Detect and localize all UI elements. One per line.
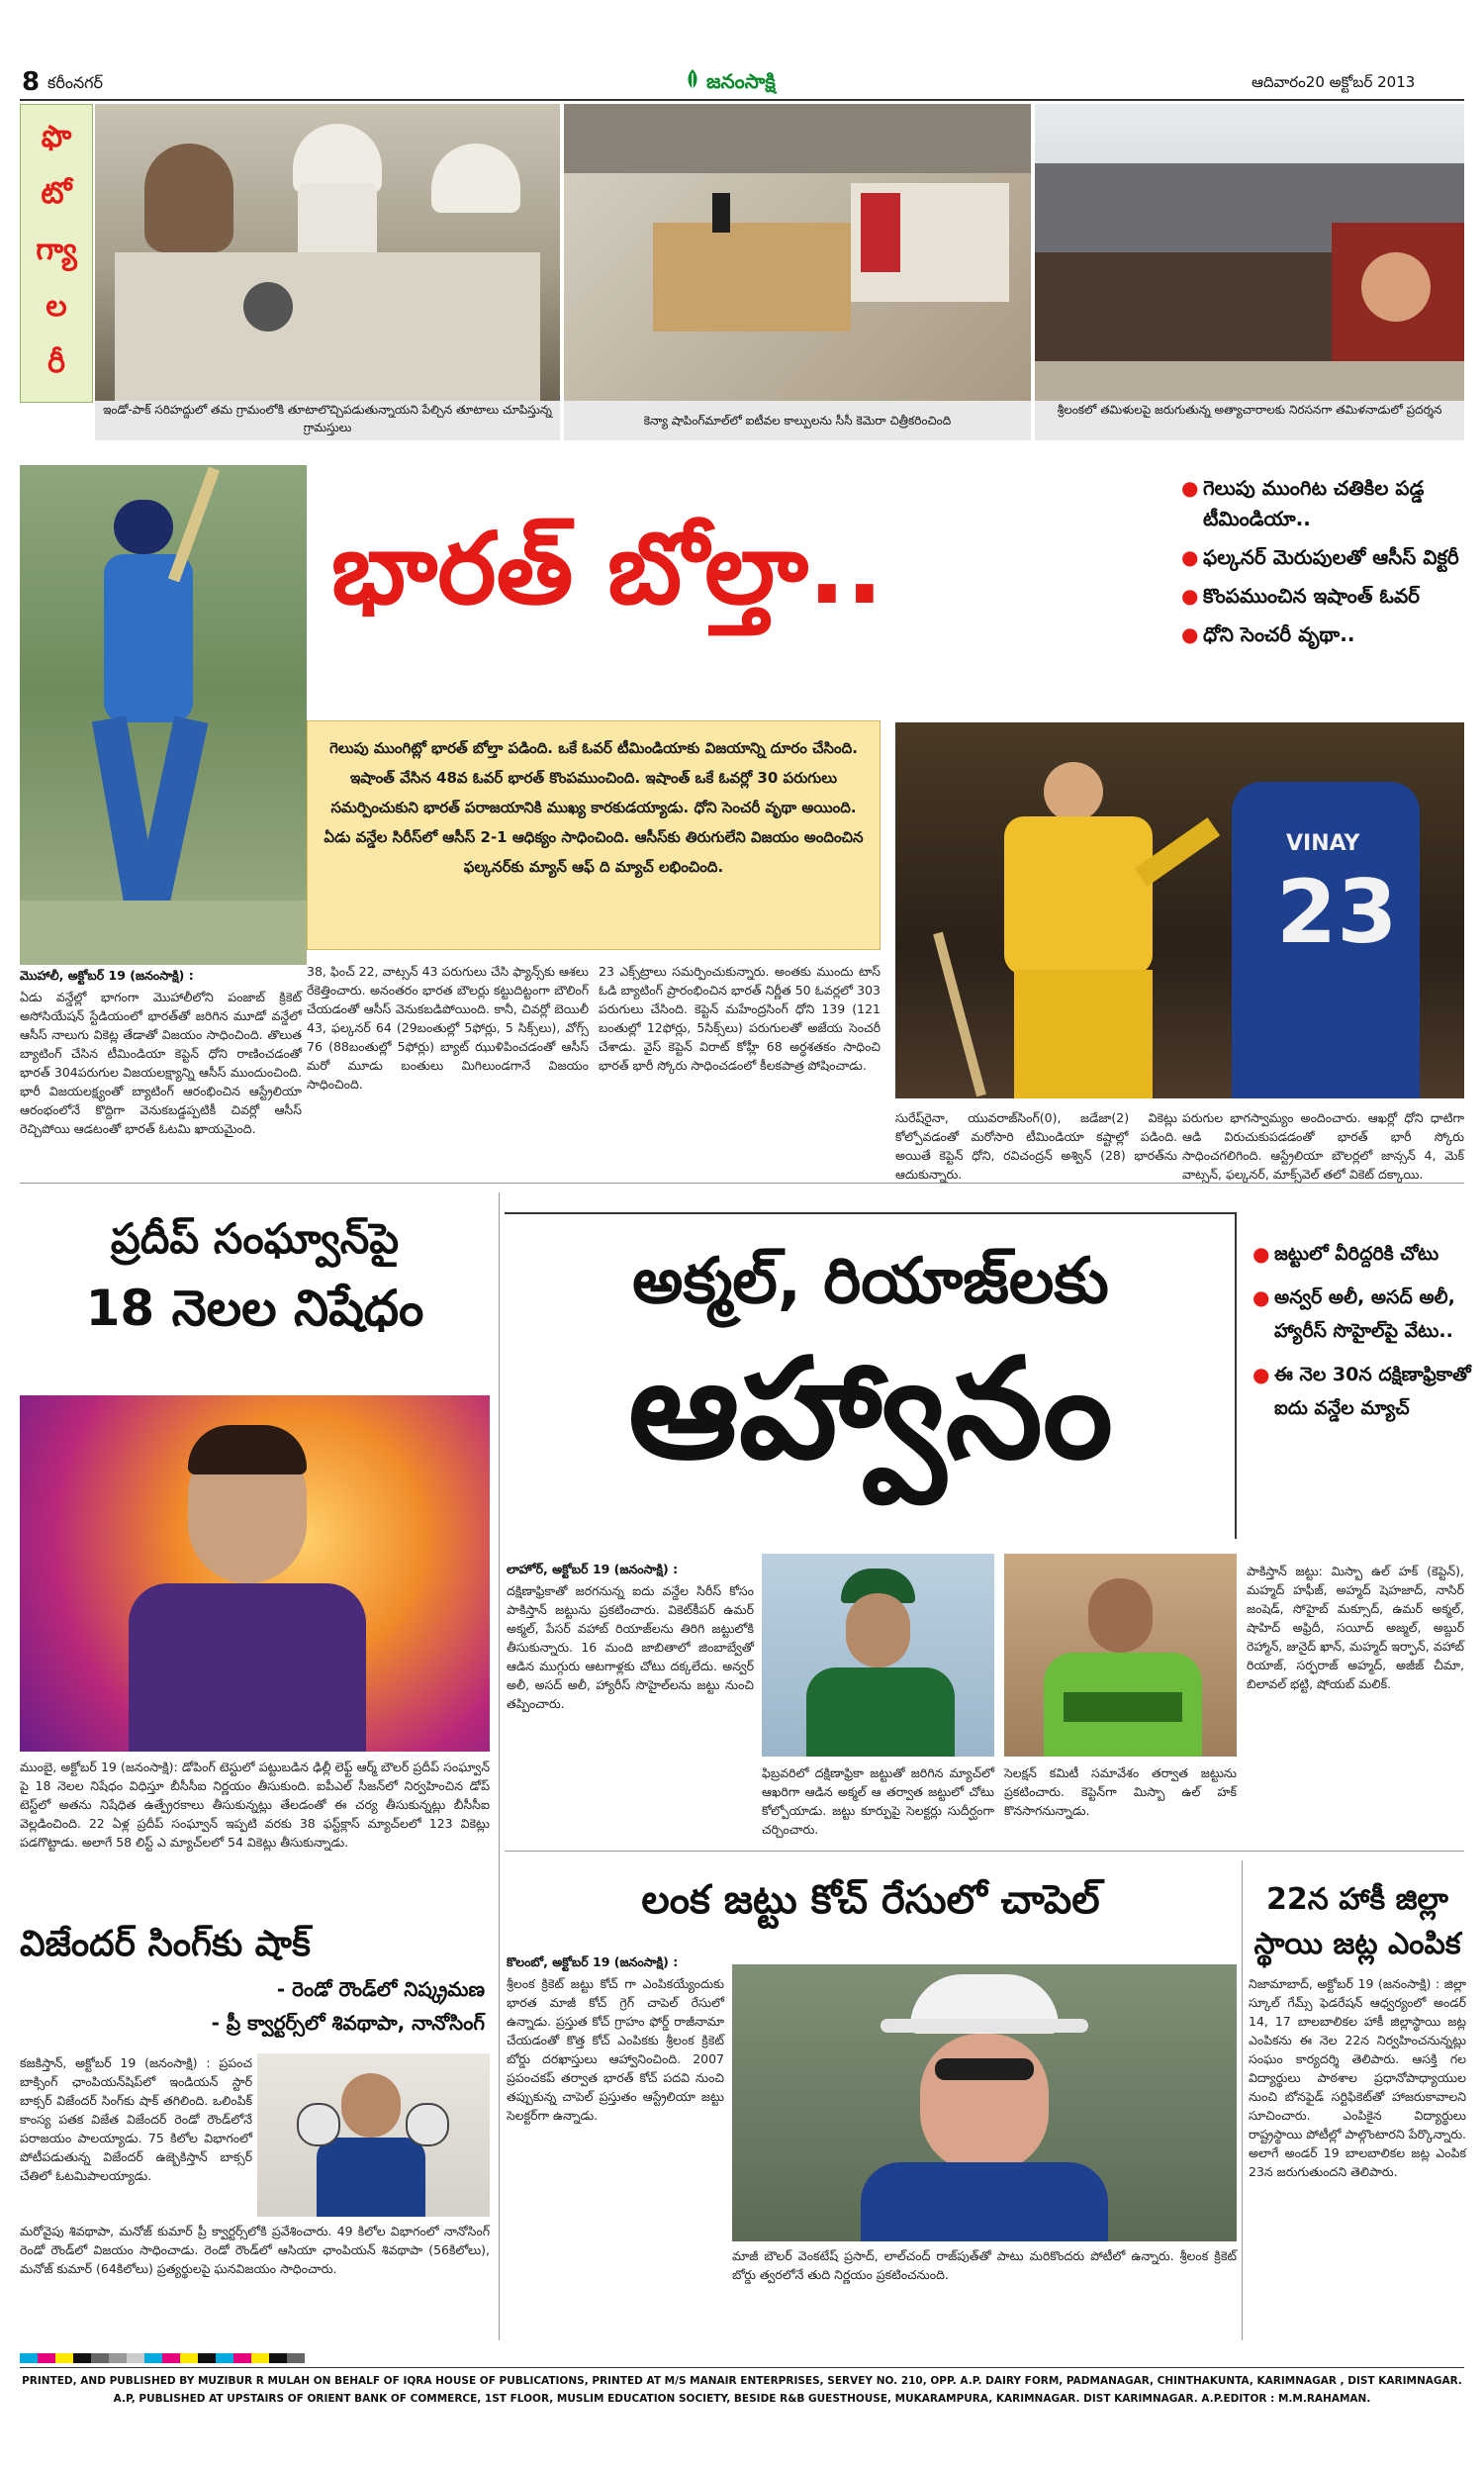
story4-bullet: ● అన్వర్ అలీ, అసద్ అలీ, హ్యారీస్ సొహైల్‌పై వేటు.. <box>1249 1281 1471 1348</box>
dhoni-batting-photo <box>20 465 307 965</box>
imprint-line-2: A.P, PUBLISHED AT UPSTAIRS OF ORIENT BANK OF COMMERCE, 1ST FLOOR, MUSLIM EDUCATION SOCIETY, BESIDE R&B GUESTHOUSE, MUKARAMPURA, KARIMNAGAR. DIST KARIMNAGAR. A.P.EDITOR : M.M.RAHAMAN. <box>113 2393 1371 2405</box>
jersey-number: 23 <box>1276 861 1398 963</box>
brand-logo-icon <box>683 67 702 91</box>
gallery-caption-1: ఇండో-పాక్ సరిహద్దులో తమ గ్రామంలోకి తూటాలొచ్చిపడుతున్నాయని పేల్చిన తూటాలు చూపిస్తున్న గ్రామస్తులు <box>95 401 560 440</box>
story1-column-4: సురేష్‌రైనా, యువరాజ్‌సింగ్(0), జడేజా(2) వికెట్లు కోల్పోవడంతో మరోసారి టీమిండియా కష్టాల్లో పడింది. అయితే కెప్టెన్ ధోని, రవిచంద్రన్ అశ్విన్ (28) భారత్‌ను ఆదుకున్నారు. <box>895 1110 1177 1182</box>
story3-sub1: - రెండో రౌండ్‌లో నిష్క్రమణ <box>276 1977 485 2001</box>
bullet-dot-icon: ● <box>1252 1363 1270 1386</box>
story1-dateline: మొహాలీ, అక్టోబర్ 19 (జనంసాక్షి) : <box>20 968 194 983</box>
story1-summary: గెలుపు ముంగిట్లో భారత్ బోల్తా పడింది. ఒకే ఓవర్ టీమిండియాకు విజయాన్ని దూరం చేసింది. ఇషాంత్ వేసిన 48వ ఓవర్ భారత్ కొంపముంచింది. ఇషాంత్ ఒకే ఓవర్లో 30 పరుగులు సమర్పించుకుని భారత్ పరాజయానికి ముఖ్య కారకుడయ్యాడు. ధోని సెంచరీ వృథా అయింది. ఏడు వన్డేల సిరీస్‌లో ఆసీస్ 2-1 ఆధిక్యం సాధించింది. ఆసీస్‌కు తిరుగులేని విజయం అందించిన ఫల్కనర్‌కు మ్యాన్ ఆఫ్ ది మ్యాచ్ లభించింది. <box>324 739 864 876</box>
story6-headline-1: 22న హాకీ జిల్లా <box>1266 1882 1448 1917</box>
section-rule <box>505 1851 1464 1852</box>
story1-bullets <box>1177 473 1474 658</box>
story1-summary-box <box>307 720 881 950</box>
masthead <box>0 59 1484 103</box>
story1-headline: భారత్ బోల్తా.. <box>331 511 883 626</box>
gallery-caption-3: శ్రీలంకలో తమిళులపై జరుగుతున్న అత్యాచారాలకు నిరసనగా తమిళనాడులో ప్రదర్శన <box>1035 401 1464 440</box>
story4-dateline: లాహోర్, అక్టోబర్ 19 (జనంసాక్షి) : <box>507 1562 679 1576</box>
akmal-photo <box>762 1554 994 1757</box>
story3-sub2: - ప్రీ క్వార్టర్స్‌లో శివథాపా, నానోసింగ్ <box>211 2011 485 2035</box>
gallery-label-char: రీ <box>47 345 65 380</box>
story1-column-1: ఏడు వన్డేల్లో భాగంగా మొహాలీలోని పంజాబ్ క్రికెట్ అసోసియేషన్ స్టేడియంలో భారత్‌తో జరిగిన మూడో వన్డేలో ఆసీస్ నాలుగు వికెట్ల తేడాతో విజయం సాధించింది. తొలుత బ్యాటింగ్ చేసిన టీమిండియా కెప్టెన్ ధోని రాణించడంతో భారత్ 304పరుగుల విజయలక్ష్యాన్ని ఆసీస్ ముందుంచింది. భారీ విజయలక్ష్యంతో బ్యాటింగ్ ఆరంభించిన ఆస్ట్రేలియా ఆరంభంలోనే కొద్దిగా వెనుకబడ్డప్పటికీ చివర్లో ఆసీస్ రెచ్చిపోయి ఆడటంతో భారత్ ఓటమి ఖాయమైంది. <box>20 990 302 1136</box>
gallery-label <box>20 104 93 403</box>
footer-rule <box>20 2367 1464 2368</box>
story1-bullet: ● ధోని సెంచరీ వృథా.. <box>1177 619 1474 650</box>
bullet-dot-icon: ● <box>1252 1285 1270 1309</box>
masthead-rule <box>20 99 1464 101</box>
vijender-boxing-photo <box>257 2053 490 2217</box>
chappell-photo <box>732 1964 1237 2241</box>
story5-body-left: శ్రీలంక క్రికెట్ జట్టు కోచ్ గా ఎంపికయ్యేందుకు భారత మాజీ కోచ్ గ్రెగ్ చాపెల్ రేసులో ఉన్నాడు. ప్రస్తుత కోచ్ గ్రాహం ఫోర్డ్ రాజీనామా చేయడంతో కొత్త కోచ్ ఎంపికకు శ్రీలంక క్రికెట్ బోర్డు దరఖాస్తులు ఆహ్వానించింది. 2007 ప్రపంచకప్ తర్వాత భారత్ కోచ్ పదవి నుంచి తప్పుకున్న చాపెల్ ప్రస్తుతం ఆస్ట్రేలియా జట్టు సెలక్టర్‌గా ఉన్నాడు. <box>507 1976 724 2123</box>
story2-headline-1: ప్రదీప్ సంఘ్వాన్‌పై <box>110 1214 400 1263</box>
story4-body-right: పాకిస్తాన్ జట్టు: మిస్బా ఉల్ హక్ (కెప్టెన్), మహ్మద్ హఫీజ్, అహ్మద్ షెహజాద్, నాసిర్ జంషెడ్, సోహైబ్ మక్సూద్, ఉమర్ అక్మల్, షాహిద్ అఫ్రిదీ, సయీద్ అజ్మల్, అబ్దుర్ రెహ్మాన్, జునైద్ ఖాన్, మహ్మద్ ఇర్ఫాన్, వహాబ్ రియాజ్, సర్ఫరాజ్ అహ్మద్, అజీజ్ చీమా, బిలావల్ భట్టి, షోయబ్ మలిక్. <box>1247 1564 1464 1691</box>
bullet-dot-icon: ● <box>1252 1242 1270 1266</box>
gallery-photo-mall-cctv <box>564 104 1031 401</box>
page-number: 8 <box>22 67 41 97</box>
story3-body-full: మరోవైపు శివథాపా, మనోజ్ కుమార్ ప్రీ క్వార్టర్స్‌లోకి ప్రవేశించారు. 49 కిలోల విభాగంలో నానోసింగ్ రెండో రౌండ్‌లో విజయం సాధించాడు. రెండో రౌండ్‌లో ఆసియా ఛాంపియన్ శివథాపా (56కిలోలు), మనోజ్ కుమార్ (64కిలోలు) ప్రత్యర్థులపై ఘనవిజయం సాధించారు. <box>20 2224 490 2276</box>
story1-column-2: 38, ఫించ్ 22, వాట్సన్ 43 పరుగులు చేసి ఫ్యాన్స్‌కు ఆశలు రేకెత్తించారు. అనంతరం భారత బౌలర్లు కట్టుదిట్టంగా బౌలింగ్ చేయడంతో ఆసీస్ వెనుకబడిపోయింది. కానీ, చివర్లో బెయిలీ 43, ఫల్కనర్ 64 (29బంతుల్లో 5ఫోర్లు, 5 సిక్స్‌లు), వోగ్స్ 76 (88బంతుల్లో 5ఫోర్లు) బ్యాట్ ఝుళిపించడంతో ఆసీస్ మరో మూడు బంతులు మిగిలుండగానే విజయం సాధించింది. <box>307 964 589 1092</box>
edition-name: కరీంనగర్ <box>47 73 104 92</box>
registration-mark-icon <box>20 2353 1464 2363</box>
bullet-dot-icon: ● <box>1181 545 1199 569</box>
faulkner-celebration-photo <box>895 722 1464 1098</box>
story4-body-mid2: సెలక్షన్ కమిటీ సమావేశం తర్వాత జట్టును ప్రకటించారు. కెప్టెన్‌గా మిస్బా ఉల్ హక్ కొనసాగనున్నాడు. <box>1004 1765 1237 1818</box>
issue-date: ఆదివారం20 అక్టోబర్ 2013 <box>1252 73 1416 91</box>
story5-body-bottom: మాజీ బౌలర్ వెంకటేష్ ప్రసాద్, లాల్‌చంద్ రాజ్‌పుత్‌తో పాటు మరికొందరు పోటీలో ఉన్నారు. శ్రీలంక క్రికెట్ బోర్డు త్వరలోనే తుది నిర్ణయం ప్రకటించనుంది. <box>732 2248 1237 2282</box>
bullet-dot-icon: ● <box>1181 584 1199 608</box>
story4-body-mid1: ఫిబ్రవరిలో దక్షిణాఫ్రికా జట్టుతో జరిగిన మ్యాచ్‌లో ఆఖరిగా ఆడిన అక్మల్ ఆ తర్వాత జట్టులో చోటు కోల్పోయాడు. జట్టు కూర్పుపై సెలక్టర్లు సుదీర్ఘంగా చర్చించారు. <box>762 1765 994 1837</box>
story4-bullet: ● జట్టులో వీరిద్దరికి చోటు <box>1249 1237 1471 1271</box>
story5-dateline: కొలంబో, అక్టోబర్ 19 (జనంసాక్షి) : <box>507 1954 679 1969</box>
story3-body-left: కజకిస్తాన్, అక్టోబర్ 19 (జనంసాక్షి) : ప్రపంచ బాక్సింగ్ ఛాంపియన్‌షిప్‌లో ఇండియన్ స్టార్ బాక్సర్ విజేందర్ సింగ్‌కు షాక్ తగిలింది. ఒలింపిక్ కాంస్య పతక విజేత విజేందర్ రెండో రౌండ్‌లోనే పరాజయం పాలయ్యాడు. 75 కిలోల విభాగంలో పోటీపడుతున్న విజేందర్ ఉజ్బెకిస్తాన్ బాక్సర్ చేతిలో ఓటమిపాలయ్యాడు. <box>20 2055 252 2183</box>
column-divider <box>1242 1860 1243 2340</box>
section-rule <box>20 1183 1464 1184</box>
riaz-photo <box>1004 1554 1237 1757</box>
story6-body: నిజామాబాద్, అక్టోబర్ 19 (జనంసాక్షి) : జిల్లా స్కూల్ గేమ్స్ ఫెడరేషన్ ఆధ్వర్యంలో అండర్ 14, 17 బాలబాలికల హాకీ జిల్లాస్థాయి జట్ల ఎంపికను ఈ నెల 22న నిర్వహించనున్నట్లు సంఘం కార్యదర్శి తెలిపారు. ఆసక్తి గల విద్యార్థులు పాఠశాల ప్రధానోపాధ్యాయుల నుంచి బోనఫైడ్ సర్టిఫికెట్‌తో హాజరుకావాలని సూచించారు. ఎంపికైన విద్యార్థులు రాష్ట్రస్థాయి పోటీల్లో పాల్గొంటారని పేర్కొన్నారు. అలాగే అండర్ 19 బాలబాలికల జట్ల ఎంపిక 23న జరుగుతుందని తెలిపారు. <box>1249 1976 1466 2179</box>
story4-body-left: దక్షిణాఫ్రికాతో జరగనున్న ఐదు వన్డేల సిరీస్ కోసం పాకిస్తాన్ జట్టును ప్రకటించారు. వికెట్‌కీపర్ ఉమర్ అక్మల్, పేసర్ వహాబ్ రియాజ్‌లను తిరిగి జట్టులోకి తీసుకున్నారు. 16 మంది జాబితాలో జింబాబ్వేతో ఆడిన ముగ్గురు ఆటగాళ్లకు చోటు దక్కలేదు. అన్వర్ అలీ, అసద్ అలీ, హ్యారీస్ సొహైల్‌లను జట్టు నుంచి తప్పించారు. <box>507 1583 754 1711</box>
bullet-dot-icon: ● <box>1181 476 1199 500</box>
imprint-line-1: PRINTED, AND PUBLISHED BY MUZIBUR R MULAH ON BEHALF OF IQRA HOUSE OF PUBLICATIONS, PRINTED AT M/S MANAIR ENTERPRISES, SERVEY NO. 210, OPP. A.P. DAIRY FORM, PADMANAGAR, CHINTHAKUNTA, KARIMNAGAR , DIST KARIMNAGAR. <box>22 2375 1462 2387</box>
jersey-name: VINAY <box>1286 831 1360 856</box>
gallery-photo-villagers <box>95 104 560 401</box>
gallery-label-char: ల <box>46 289 67 324</box>
bullet-dot-icon: ● <box>1181 622 1199 646</box>
story4-headline-2: ఆహ్వానం <box>628 1329 1113 1490</box>
story1-column-5: పరుగుల భాగస్వామ్యం అందించారు. ఆఖర్లో ధోని ధాటిగా ఆడి విరుచుకుపడడంతో భారత్ భారీ స్కోరు సాధించగలిగింది. ఆస్ట్రేలియా బౌలర్లలో జాన్సన్ 4, మెక్ వాట్సన్, ఫల్కనర్, మాక్స్‌వెల్ తలో వికెట్ దక్కాయి. <box>1182 1110 1464 1182</box>
story2-body: ముంబై, అక్టోబర్ 19 (జనంసాక్షి): డోపింగ్ టెస్టులో పట్టుబడిన ఢిల్లీ లెఫ్ట్ ఆర్మ్ బౌలర్ ప్రదీప్ సంఘ్వాన్ పై 18 నెలల నిషేధం విధిస్తూ బీసీసీఐ నిర్ణయం తీసుకుంది. ఐపీఎల్ సీజన్‌లో నిర్వహించిన డోప్ టెస్ట్‌లో అతను నిషేధిత ఉత్ప్రేరకాలు తీసుకున్నట్లు తేలడంతో ఈ చర్య తీసుకున్నట్లు బీసీసీఐ వెల్లడించింది. 22 ఏళ్ల ప్రదీప్ సంఘ్వాన్ ఇప్పటి వరకు 38 ఫస్ట్‌క్లాస్ మ్యాచ్‌లలో 123 వికెట్లు పడగొట్టాడు. అలాగే 58 లిస్ట్ ఎ మ్యాచ్‌లలో 54 వికెట్లు తీసుకున్నాడు. <box>20 1760 490 1850</box>
gallery-label-char: గ్యా <box>36 233 77 267</box>
sangwan-portrait-photo <box>20 1395 490 1752</box>
story4-bullets <box>1249 1237 1471 1435</box>
story1-bullet: ● ఫల్కనర్ మెరుపులతో ఆసీస్ విక్టరీ <box>1177 542 1474 573</box>
story3-headline: విజేందర్ సింగ్‌కు షాక్ <box>20 1924 311 1964</box>
column-divider <box>499 1192 500 2340</box>
gallery-caption-2: కెన్యా షాపింగ్‌మాల్‌లో ఐటీవల కాల్పులను సీసీ కెమెరా చిత్రీకరించింది <box>564 401 1031 440</box>
story2-headline-2: 18 నెలల నిషేధం <box>85 1280 424 1337</box>
gallery-label-char: ఫొ <box>41 120 72 154</box>
story5-headline: లంక జట్టు కోచ్ రేసులో చాపెల్ <box>641 1877 1100 1923</box>
story1-bullet: ● కొంపముంచిన ఇషాంత్ ఓవర్ <box>1177 581 1474 612</box>
story1-column-3: 23 ఎక్స్‌ట్రాలు సమర్పించుకున్నారు. అంతకు ముందు టాస్ ఓడి బ్యాటింగ్ ప్రారంభించిన భారత్ నిర్ణీత 50 ఓవర్లలో 303 పరుగులు చేసింది. కెప్టెన్ మహేంద్రసింగ్ ధోని 139 (121 బంతుల్లో 12ఫోర్లు, 5సిక్స్‌లు) పరుగులతో అజేయ సెంచరీ చేశాడు. వైస్ కెప్టెన్ విరాట్ కోహ్లీ 68 అర్ధశతకం సాధించి భారత్ భారీ స్కోరు సాధించడంలో కీలకపాత్ర పోషించాడు. <box>599 964 881 1073</box>
player-jersey <box>1232 782 1420 1098</box>
gallery-photo-protest <box>1035 104 1464 401</box>
story4-headline-1: అక్మల్, రియాజ్‌లకు <box>632 1245 1109 1318</box>
brand-name: జనంసాక్షి <box>706 69 776 93</box>
story1-bullet: ● గెలుపు ముంగిట చతికిల పడ్డ టీమిండియా.. <box>1177 473 1474 534</box>
story6-headline-2: స్థాయి జట్ల ఎంపిక <box>1253 1927 1461 1961</box>
story4-bullet: ● ఈ నెల 30న దక్షిణాఫ్రికాతో ఐదు వన్డేల మ్యాచ్ <box>1249 1358 1471 1425</box>
gallery-label-char: టో <box>41 176 72 211</box>
